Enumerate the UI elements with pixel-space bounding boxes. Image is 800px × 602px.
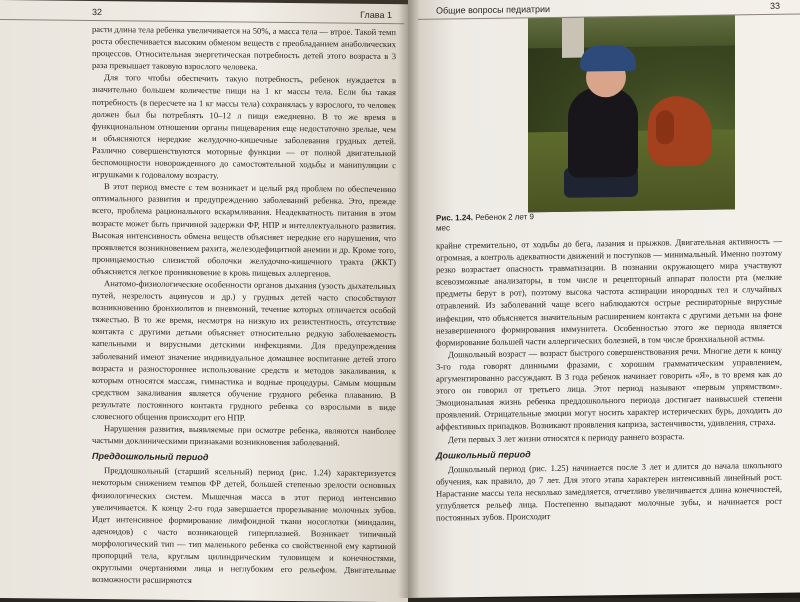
paragraph: Дошкольный период (рис. 1.25) начинается после 3 лет и длится до начала школьного обучения, как правило, до 7 лет. Для этого этапа характерен интенсивный линейный рост. Нарастание массы тела несколько замедляется, отчетливо увеличивается длина конечностей, углубляется рельеф лица. Постепенно выпадают молочные зубы, и начинается рост постоянных зубов. Происходит xyxy=(436,459,782,523)
figure-caption-text: Ребенок 2 лет 9 мес xyxy=(436,212,534,233)
dog-ear xyxy=(656,110,674,144)
paragraph: расти длина тела ребенка увеличивается на 50%, а масса тела — втрое. Такой темп роста обеспечивается высоким обменом веществ с преобладанием анаболических процессов. Относительная энергетическая потребность детей этого возраста в 3 раза превышает таковую взрослого человека. xyxy=(92,23,396,72)
paragraph: крайне стремительно, от ходьбы до бега, лазания и прыжков. Двигательная активность — огромная, а контроль адекватности движений и поступков — минимальный. Именно поэтому резко возрастает опасность травматизации. В познании окружающего мира участвуют всевозможные анализаторы, в том числе и рецепторный аппарат полости рта (мелкие предметы берут в рот), поэтому высока частота аспирации инородных тел и случайных отравлений. Из заболеваний чаще всего наблюдаются острые респираторные вирусные инфекции, что объясняется значительным расширением контакта с другими детьми на фоне незавершенного формирования иммунитета. Особенностью этого же периода является формирование большей части аллергических болезней, в том числе бронхиальной астмы. xyxy=(436,235,782,348)
paragraph: Нарушения развития, выявляемые при осмотре ребенка, являются наиболее частыми доклиническими признаками возникновения заболеваний. xyxy=(92,423,396,448)
figure-photo-child-with-dog xyxy=(528,15,735,212)
right-page-number: 33 xyxy=(769,0,780,11)
figure-caption-label: Рис. 1.24. xyxy=(436,213,473,223)
figure-caption xyxy=(436,212,546,234)
right-page xyxy=(408,0,800,598)
child-cap xyxy=(580,45,636,72)
section-title: Дошкольный период xyxy=(436,448,531,461)
right-page-body xyxy=(408,233,800,525)
left-page-body xyxy=(0,20,408,589)
running-head: Общие вопросы педиатрии xyxy=(436,4,551,16)
paragraph: Анатомо-физиологические особенности органов дыхания (узость дыхательных путей, незрелость ацинусов и др.) у грудных детей часто способствуют возникновению бронхиолитов и пневмоний, течение которых отличается особой тяжестью. В то же время, несмотря на низкую их резистентность, отсутствие контакта с другими детьми объясняет относительно редкую заболеваемость капельными и вирусными детскими инфекциями. Для предупреждения заболеваний имеют значение индивидуальное домашнее воспитание детей этого возраста и разностороннее использование средств и методов закаливания, к которым относятся массаж, гимнастика и водные процедуры. Самым мощным средством закаливания является обучение грудного ребенка плаванию. В результате постоянного контакта грудного ребенка со взрослыми в виде словесного общения происходит его НПР. xyxy=(92,278,396,423)
section-title: Преддошкольный период xyxy=(92,451,209,463)
paragraph: Для того чтобы обеспечить такую потребность, ребенок нуждается в значительно большем количестве пищи на 1 кг массы тела. Если бы такая потребность (в пересчете на 1 кг массы тела) сохранялась у взрослого, то человек должен был бы потреблять 10–12 л пищи ежедневно. В то же время в функциональном отношении органы пищеварения еще недостаточно зрелые, чем и объясняются нередкие желудочно-кишечные заболевания грудных детей. Различно совершенствуются моторные функции — от полной двигательной беспомощности новорожденного до самостоятельной ходьбы и манипуляции с игрушками к годовалому возрасту. xyxy=(92,72,396,181)
paragraph: Дошкольный возраст — возраст быстрого совершенствования речи. Многие дети к концу 3-го года говорят длинными фразами, с хорошим грамматическим управлением, аргументированно рассуждают. В 3 года ребенок начинает говорить «Я», в то время как до этого он говорил от третьего лица. Этот период называют «первым упрямством». Эмоциональная жизнь ребенка преддошкольного периода достигает наивысшей степени проявлений. Отрицательные эмоции могут носить характер истерических бурь, доходить до аффективных припадков. Возникают проявления каприза, застенчивости, удивления, страха. xyxy=(436,344,782,433)
paragraph: Дети первых 3 лет жизни относятся к периоду раннего возраста. xyxy=(448,430,685,444)
paragraph: Преддошкольный (старший ясельный) период (рис. 1.24) характеризуется некоторым снижением темпов ФР детей, большей степенью зрелости основных физиологических систем. Мышечная масса в этот период интенсивно увеличивается. К концу 2-го года завершается прорезывание молочных зубов. Идет интенсивное формирование лимфоидной ткани носоглотки (миндалин, аденоидов) с часто возникающей гиперплазией. Возникает типичный морфологический тип — тип маленького ребенка со свойственной ему картиной пропорций тела, круглым цилиндрическим туловищем и конечностями, округлыми очертаниями лица и неглубоким его рельефом. Двигательные возможности расширяются xyxy=(92,465,396,586)
paragraph: В этот период вместе с тем возникает и целый ряд проблем по обеспечению оптимального развития и предупреждению заболеваний ребенка. Это, прежде всего, проблема рационального вскармливания. Неадекватность питания в этом возрасте может быть причиной задержки ФР, НПР и интеллектуального развития. Высокая интенсивность обмена веществ объясняет нередкие его нарушения, что проявляется возникновением рахита, железодефицитной анемии и др. Кроме того, проницаемостью слизистой оболочки желудочно-кишечного тракта (ЖКТ) объясняется легкое проникновение в кровь пищевых аллергенов. xyxy=(92,181,396,279)
left-page-number: 32 xyxy=(92,6,103,18)
tree-trunk xyxy=(562,18,584,58)
chapter-label: Глава 1 xyxy=(360,9,392,21)
child-body xyxy=(568,87,638,178)
background-foliage xyxy=(528,15,735,48)
